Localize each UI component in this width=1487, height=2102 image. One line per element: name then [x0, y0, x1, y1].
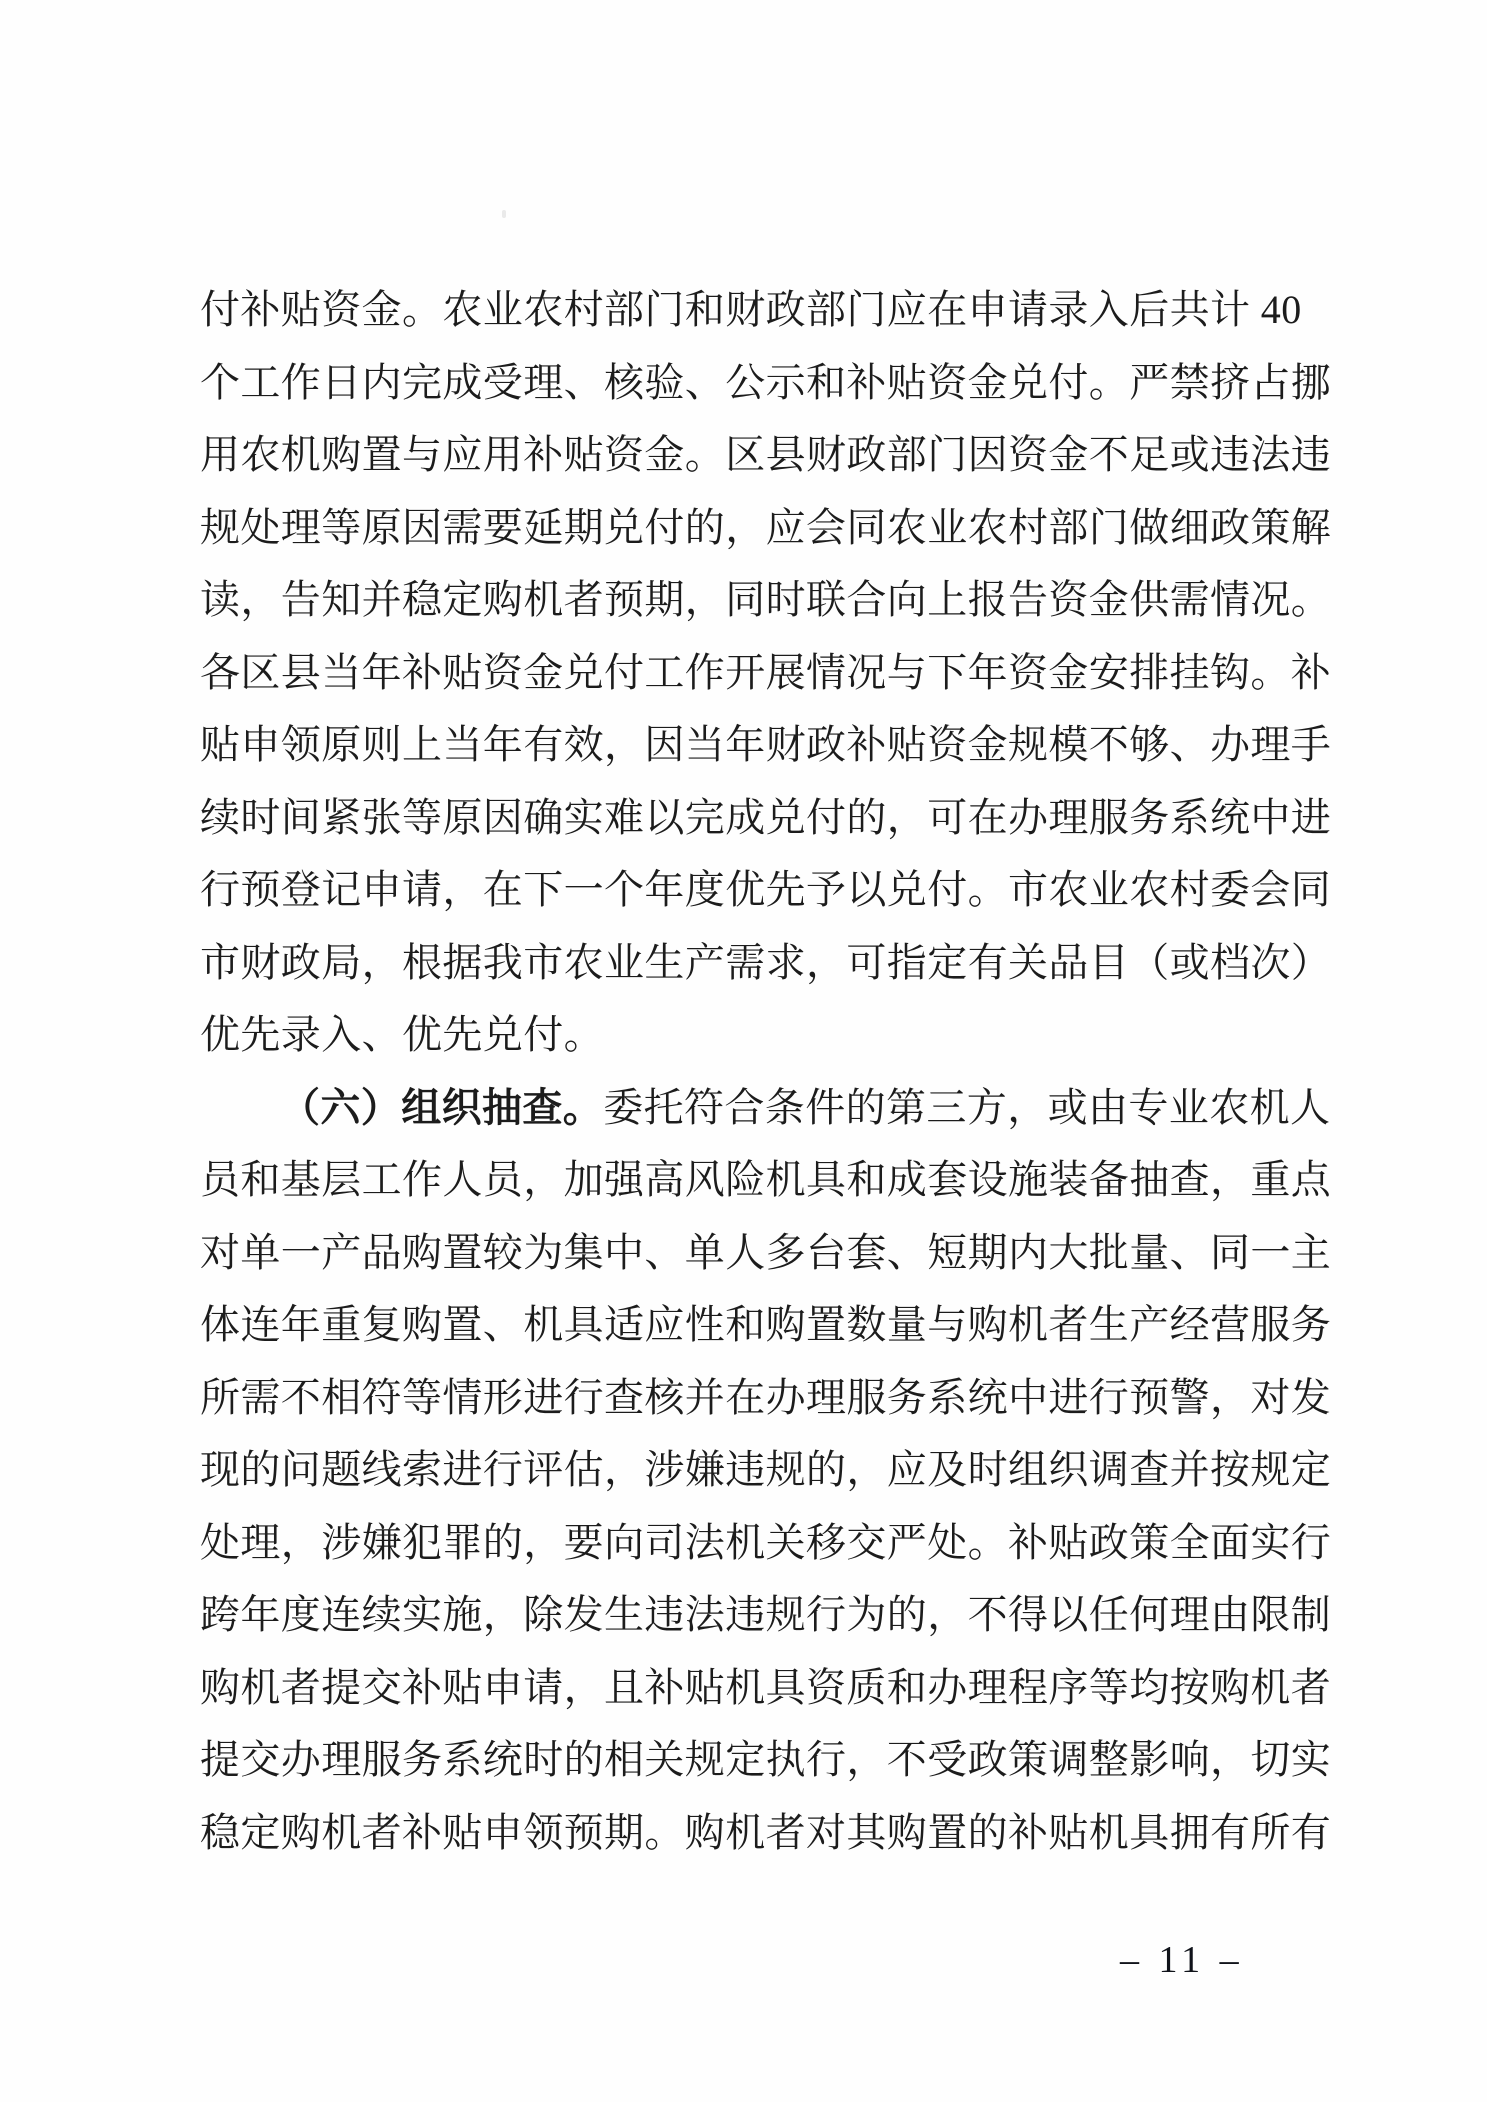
text-line — [200, 1579, 1332, 1652]
text-line — [200, 709, 1332, 782]
page-number: – 11 – — [1120, 1939, 1244, 1981]
text-line — [200, 1217, 1332, 1290]
text-segment: 各区县当年补贴资金兑付工作开展情况与下年资金安排挂钩。补 — [200, 649, 1332, 695]
text-segment: 处理，涉嫌犯罪的，要向司法机关移交严处。补贴政策全面实行 — [200, 1519, 1332, 1565]
document-body — [200, 274, 1332, 1869]
text-line — [200, 854, 1332, 927]
text-segment: 续时间紧张等原因确实难以完成兑付的，可在办理服务系统中进 — [200, 794, 1332, 840]
text-line — [200, 274, 1332, 347]
text-segment: 体连年重复购置、机具适应性和购置数量与购机者生产经营服务 — [200, 1302, 1332, 1347]
text-segment: 优先录入、优先兑付。 — [200, 1012, 604, 1057]
text-line — [200, 564, 1332, 637]
text-segment: 稳定购机者补贴申领预期。购机者对其购置的补贴机具拥有所有 — [200, 1809, 1332, 1855]
text-line — [200, 1797, 1332, 1870]
text-line — [200, 927, 1332, 1000]
text-line — [200, 1724, 1332, 1797]
text-segment: 员和基层工作人员，加强高风险机具和成套设施装备抽查，重点 — [200, 1157, 1332, 1202]
text-line — [200, 1072, 1332, 1145]
text-segment-heading: （六）组织抽查。 — [280, 1084, 604, 1130]
text-line — [200, 419, 1332, 492]
text-segment: 提交办理服务系统时的相关规定执行，不受政策调整影响，切实 — [200, 1737, 1332, 1782]
text-segment: 读，告知并稳定购机者预期，同时联合向上报告资金供需情况。 — [200, 577, 1332, 622]
text-line — [200, 1289, 1332, 1362]
text-line — [200, 1144, 1332, 1217]
text-line — [200, 492, 1332, 565]
text-line — [200, 999, 1332, 1072]
text-segment: 跨年度连续实施，除发生违法违规行为的，不得以任何理由限制 — [200, 1592, 1332, 1637]
text-line — [200, 1652, 1332, 1725]
text-segment: 现的问题线索进行评估，涉嫌违规的，应及时组织调查并按规定 — [200, 1447, 1332, 1492]
text-segment: 对单一产品购置较为集中、单人多台套、短期内大批量、同一主 — [200, 1229, 1332, 1275]
text-line — [200, 1507, 1332, 1580]
text-segment: 贴申领原则上当年有效，因当年财政补贴资金规模不够、办理手 — [200, 722, 1332, 767]
text-line — [200, 637, 1332, 710]
text-segment: 购机者提交补贴申请，且补贴机具资质和办理程序等均按购机者 — [200, 1664, 1332, 1710]
text-segment: 行预登记申请，在下一个年度优先予以兑付。市农业农村委会同 — [200, 867, 1332, 912]
text-segment: 个工作日内完成受理、核验、公示和补贴资金兑付。严禁挤占挪 — [200, 359, 1332, 405]
text-segment: 所需不相符等情形进行查核并在办理服务系统中进行预警，对发 — [200, 1374, 1332, 1420]
text-line — [200, 347, 1332, 420]
scan-artifact — [502, 210, 506, 218]
text-segment: 用农机购置与应用补贴资金。区县财政部门因资金不足或违法违 — [200, 432, 1332, 477]
text-segment: 市财政局，根据我市农业生产需求，可指定有关品目（或档次） — [200, 939, 1332, 985]
text-line — [200, 1362, 1332, 1435]
text-segment: 委托符合条件的第三方，或由专业农机人 — [603, 1084, 1331, 1130]
text-segment: 规处理等原因需要延期兑付的，应会同农业农村部门做细政策解 — [200, 504, 1332, 550]
text-segment: 付补贴资金。农业农村部门和财政部门应在申请录入后共计 40 — [200, 287, 1302, 332]
text-line — [200, 1434, 1332, 1507]
text-line — [200, 782, 1332, 855]
